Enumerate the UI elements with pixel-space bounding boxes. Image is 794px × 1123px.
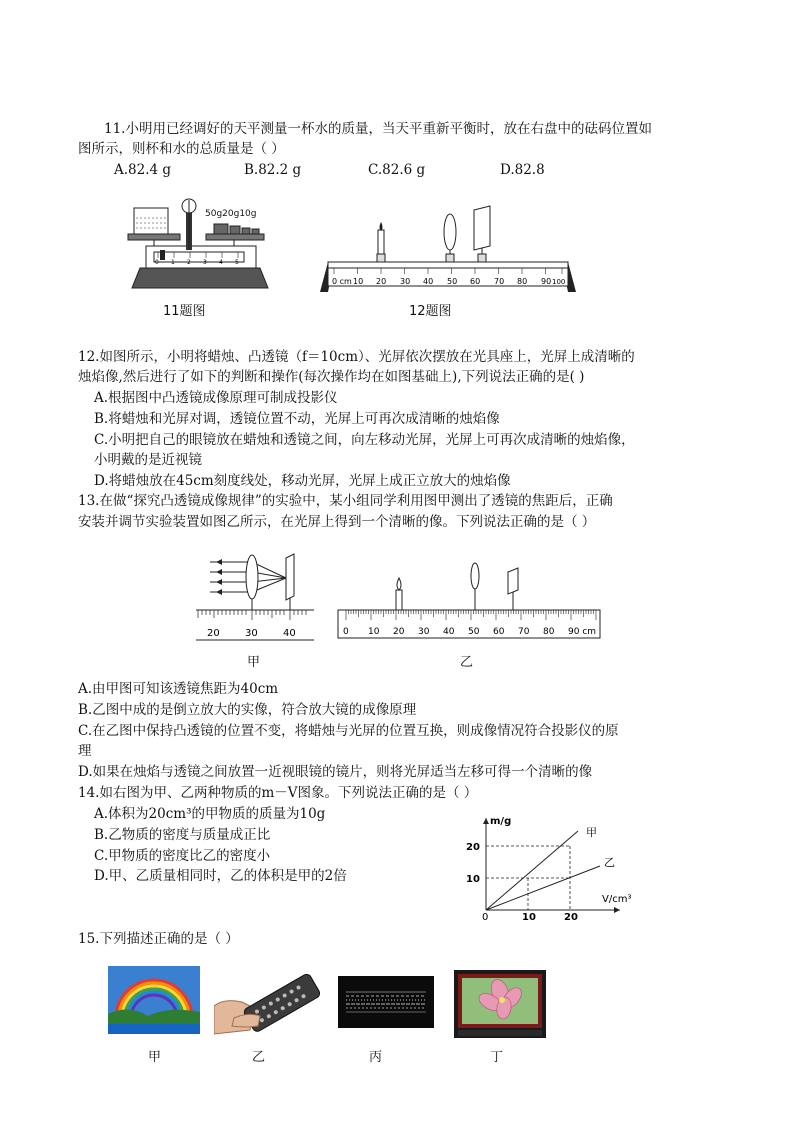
yi-num-60: 60 <box>493 627 505 637</box>
fig-yi-caption: 乙 <box>460 655 474 670</box>
q15-label-ding: 丁 <box>490 1050 504 1065</box>
q15-label-jia: 甲 <box>148 1050 162 1065</box>
jia-num-20: 20 <box>207 628 220 639</box>
weights-label: 50g20g10g <box>205 209 257 219</box>
fig-jia-caption: 甲 <box>247 655 261 670</box>
q12-option-d: D.将蜡烛放在45cm刻度线处，移动光屏，光屏上成正立放大的烛焰像 <box>94 473 511 489</box>
q11-stem-line1: 11.小明用已经调好的天平测量一杯水的质量，当天平重新平衡时，放在右盘中的砝码位置如 <box>104 121 652 137</box>
origin-label: 0 <box>482 912 489 922</box>
balance-ruler-4: 4 <box>219 259 223 266</box>
bench-num-10: 10 <box>353 277 364 286</box>
q13-stem-line1: 13.在做“探究凸透镜成像规律”的实验中，某小组同学利用图甲测出了透镜的焦距后，正确 <box>78 493 613 509</box>
fig-yi <box>334 562 606 642</box>
series-yi-label: 乙 <box>604 856 615 869</box>
jia-num-40: 40 <box>283 628 296 639</box>
bench-num-20: 20 <box>376 277 387 286</box>
x-tick-10: 10 <box>522 912 536 922</box>
bench-num-70: 70 <box>494 277 505 286</box>
q12-option-b: B.将蜡烛和光屏对调，透镜位置不动，光屏上可再次成清晰的烛焰像 <box>94 411 500 427</box>
tv-picture <box>454 970 546 1038</box>
q13-option-c-line2: 理 <box>78 743 92 759</box>
q13-option-c-line1: C.在乙图中保持凸透镜的位置不变，将蜡烛与光屏的位置互换，则成像情况符合投影仪的原 <box>78 723 619 739</box>
bench-num-40: 40 <box>423 277 434 286</box>
q13-option-d: D.如果在烛焰与透镜之间放置一近视眼镜的镜片，则将光屏适当左移可得一个清晰的像 <box>78 764 593 780</box>
yi-num-70: 70 <box>518 627 530 637</box>
rider <box>160 250 165 260</box>
q11-option-a: A.82.4 g <box>114 162 172 178</box>
bench-num-100: 100 <box>552 278 566 286</box>
rainbow-picture <box>108 966 200 1034</box>
x-axis-label: V/cm³ <box>602 894 632 905</box>
yi-num-0: 0 <box>343 627 349 637</box>
x-tick-20: 20 <box>564 912 578 922</box>
yi-num-20: 20 <box>393 627 405 637</box>
bench-num-30: 30 <box>400 277 411 286</box>
q14-option-d: D.甲、乙质量相同时，乙的体积是甲的2倍 <box>94 868 347 884</box>
q12-option-c-line1: C.小明把自己的眼镜放在蜡烛和透镜之间，向左移动光屏，光屏上可再次成清晰的烛焰像， <box>94 432 635 448</box>
bench-num-80: 80 <box>517 277 528 286</box>
balance-ruler-2: 2 <box>187 259 191 266</box>
y-axis-label: m/g <box>490 816 512 827</box>
q11-option-c: C.82.6 g <box>368 162 426 178</box>
y-tick-10: 10 <box>466 874 480 885</box>
q13-option-a: A.由甲图可知该透镜焦距为40cm <box>78 681 279 697</box>
q15-stem: 15.下列描述正确的是（ ） <box>78 931 239 947</box>
bench-num-50: 50 <box>447 277 458 286</box>
q11-option-b: B.82.2 g <box>244 162 302 178</box>
q13-stem-line2: 安装并调节实验装置如图乙所示，在光屏上得到一个清晰的像。下列说法正确的是（ ） <box>78 514 596 530</box>
optical-bench-figure <box>316 200 580 296</box>
yi-num-40: 40 <box>443 627 455 637</box>
yi-num-30: 30 <box>418 627 430 637</box>
q13-option-b: B.乙图中成的是倒立放大的实像，符合放大镜的成像原理 <box>78 702 417 718</box>
q15-label-yi: 乙 <box>252 1050 266 1065</box>
q12-caption: 12题图 <box>409 304 452 319</box>
q12-stem-line1: 12.如图所示，小明将蜡烛、凸透镜（f＝10cm）、光屏依次摆放在光具座上，光屏上成清晰的 <box>78 349 635 365</box>
q11-caption: 11题图 <box>163 304 206 319</box>
balance-ruler-0: 0 <box>155 259 159 266</box>
series-jia-line <box>486 831 578 910</box>
q12-option-c-line2: 小明戴的是近视镜 <box>94 452 202 468</box>
yi-num-80: 80 <box>543 627 555 637</box>
balance-figure <box>124 196 276 296</box>
balance-ruler-5: 5 <box>235 259 239 266</box>
q14-stem: 14.如右图为甲、乙两种物质的m－V图象。下列说法正确的是（ ） <box>78 785 478 801</box>
q14-option-b: B.乙物质的密度与质量成正比 <box>94 827 271 843</box>
bench-num-0: 0 cm <box>332 277 352 286</box>
balance-ruler-3: 3 <box>203 259 207 266</box>
q14-option-a: A.体积为20cm³的甲物质的质量为10g <box>94 806 326 822</box>
yi-num-50: 50 <box>468 627 480 637</box>
bench-num-60: 60 <box>470 277 481 286</box>
series-jia-label: 甲 <box>586 826 597 839</box>
balance-ruler-1: 1 <box>171 259 175 266</box>
series-yi-line <box>486 866 600 910</box>
fig-jia <box>196 552 316 644</box>
remote-control-picture <box>214 972 320 1038</box>
yi-num-90: 90 cm <box>568 627 597 637</box>
q12-option-a: A.根据图中凸透镜成像原理可制成投影仪 <box>94 390 338 406</box>
q11-stem-line2: 图所示，则杯和水的总质量是（ ） <box>78 141 285 157</box>
q12-stem-line2: 烛焰像,然后进行了如下的判断和操作(每次操作均在如图基础上),下列说法正确的是( ) <box>78 369 585 385</box>
spectrum-picture <box>338 976 434 1028</box>
q15-label-bing: 丙 <box>369 1050 383 1065</box>
q11-option-d: D.82.8 <box>500 162 545 178</box>
bench-num-90: 90 <box>541 277 552 286</box>
mv-graph <box>460 810 646 922</box>
yi-num-10: 10 <box>368 627 380 637</box>
q14-option-c: C.甲物质的密度比乙的密度小 <box>94 848 271 864</box>
jia-num-30: 30 <box>245 628 258 639</box>
y-tick-20: 20 <box>466 842 480 853</box>
